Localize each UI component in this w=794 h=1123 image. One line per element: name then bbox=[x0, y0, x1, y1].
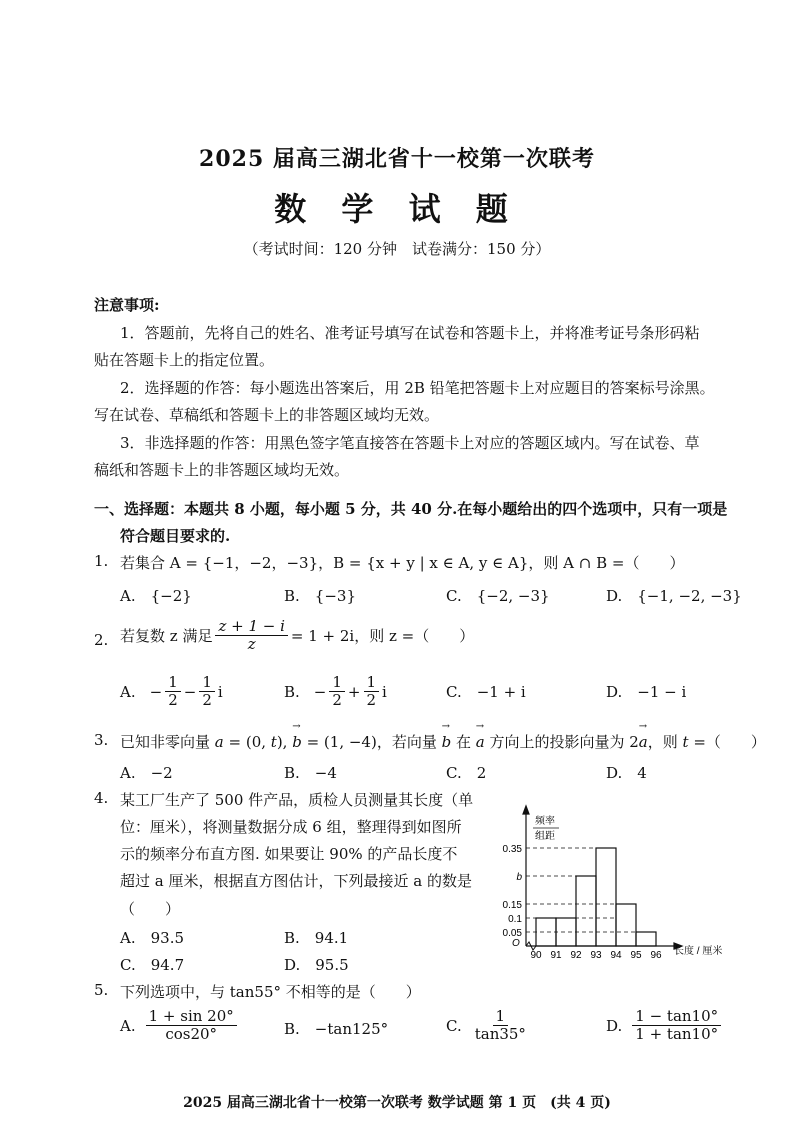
page-footer: 2025 届高三湖北省十一校第一次联考 数学试题 第 1 页 (共 4 页) bbox=[183, 1095, 611, 1111]
q5-a-den: cos20° bbox=[165, 1025, 218, 1044]
q4-line-5: （ ） bbox=[120, 900, 181, 918]
q4-number: 4. bbox=[94, 789, 109, 807]
notice-item-1-line2: 贴在答题卡上的指定位置。 bbox=[94, 351, 275, 369]
q5-d-label: D. bbox=[606, 1016, 623, 1035]
q2-b-sign: − bbox=[313, 682, 327, 701]
q2-a-n2: 1 bbox=[199, 674, 215, 692]
notice-item-3-line2: 稿纸和答题卡上的非答题区域均无效。 bbox=[94, 461, 350, 479]
q2-b-n2: 1 bbox=[364, 674, 380, 692]
q3-number: 3. bbox=[94, 731, 109, 749]
q3-p5: 在 bbox=[451, 733, 476, 751]
q2-b-d1: 2 bbox=[332, 691, 342, 710]
q5-option-b: B. −tan125° bbox=[284, 1020, 389, 1038]
q2-option-c: C. −1 + i bbox=[446, 683, 526, 701]
notice-item-2-line2: 写在试卷、草稿纸和答题卡上的非答题区域均无效。 bbox=[94, 406, 440, 424]
q5-a-frac bbox=[146, 1008, 237, 1044]
frequency-histogram bbox=[486, 800, 746, 965]
q3-option-b: B. −4 bbox=[284, 764, 337, 782]
x-tick-label: 93 bbox=[590, 950, 602, 961]
q1-number: 1. bbox=[94, 552, 109, 570]
x-tick-label: 96 bbox=[650, 950, 662, 961]
q3-p1: 已知非零向量 bbox=[120, 733, 215, 751]
y-tick-label: 0.1 bbox=[508, 914, 522, 925]
y-axis-arrow bbox=[523, 806, 529, 814]
q3-p3: ), bbox=[276, 733, 293, 751]
x-axis-label: 长度 / 厘米 bbox=[674, 946, 723, 957]
q2-a-frac2 bbox=[199, 674, 215, 710]
y-tick-label: 0.15 bbox=[502, 900, 522, 911]
q2-stem-post: = 1 + 2i，则 z =（ ） bbox=[290, 627, 475, 646]
x-tick-label: 91 bbox=[550, 950, 562, 961]
q2-a-sign: − bbox=[149, 682, 163, 701]
origin-label: O bbox=[512, 938, 520, 949]
q2-stem bbox=[120, 618, 474, 654]
q5-a-label: A. bbox=[120, 1016, 136, 1035]
q2-b-label: B. bbox=[284, 682, 300, 701]
q4-line-4: 超过 a 厘米，根据直方图估计，下列最接近 a 的数是 bbox=[120, 872, 472, 890]
q2-a-mid: − bbox=[183, 682, 197, 701]
q3-p6: 方向上的投影向量为 2 bbox=[484, 733, 639, 751]
q3-option-c: C. 2 bbox=[446, 764, 487, 782]
q5-d-num: 1 − tan10° bbox=[632, 1008, 721, 1026]
q2-option-b bbox=[284, 674, 387, 710]
q3-vec-b: → b bbox=[292, 733, 302, 751]
q3-vec-a: a bbox=[214, 733, 224, 751]
section-heading-line2: 符合题目要求的. bbox=[120, 527, 231, 545]
q1-option-c: C. {−2, −3} bbox=[446, 587, 550, 605]
section-heading: 一、选择题：本题共 8 小题，每小题 5 分，共 40 分.在每小题给出的四个选项中，只有一项是 bbox=[94, 500, 728, 518]
q3-option-d: D. 4 bbox=[606, 764, 647, 782]
x-tick-label: 92 bbox=[570, 950, 582, 961]
q3-vec-a2: → a bbox=[476, 733, 485, 751]
q4-line-1: 某工厂生产了 500 件产品，质检人员测量其长度（单 bbox=[120, 791, 474, 809]
q5-a-num: 1 + sin 20° bbox=[146, 1008, 237, 1026]
exam-title: 2025 届高三湖北省十一校第一次联考 bbox=[199, 146, 595, 172]
q3-vec-a3: → a bbox=[639, 733, 648, 751]
y-label-bottom: 组距 bbox=[535, 831, 555, 842]
notice-heading: 注意事项: bbox=[94, 296, 160, 314]
q5-c-num: 1 bbox=[493, 1008, 509, 1026]
q2-a-n1: 1 bbox=[165, 674, 181, 692]
q2-b-frac1 bbox=[329, 674, 345, 710]
q5-option-d bbox=[606, 1008, 724, 1044]
q1-option-d: D. {−1, −2, −3} bbox=[606, 587, 742, 605]
q3-t2: t bbox=[682, 733, 689, 751]
histogram-bar bbox=[576, 876, 596, 946]
q2-stem-pre: 若复数 z 满足 bbox=[120, 627, 213, 646]
q2-a-label: A. bbox=[120, 682, 136, 701]
q4-line-3: 示的频率分布直方图. 如果要让 90% 的产品长度不 bbox=[120, 845, 458, 863]
q2-a-frac1 bbox=[165, 674, 181, 710]
histogram-bar bbox=[596, 848, 616, 946]
exam-info: （考试时间：120 分钟 试卷满分：150 分） bbox=[243, 240, 551, 258]
q2-a-d1: 2 bbox=[168, 691, 178, 710]
y-tick-label: b bbox=[516, 872, 522, 883]
notice-item-3-line1: 3．非选择题的作答：用黑色签字笔直接答在答题卡上对应的答题区域内。写在试卷、草 bbox=[120, 434, 700, 452]
q1-option-b: B. {−3} bbox=[284, 587, 356, 605]
x-tick-label: 94 bbox=[610, 950, 622, 961]
subject-title: 数 学 试 题 bbox=[274, 190, 520, 228]
q2-b-end: i bbox=[382, 682, 387, 701]
y-tick-label: 0.05 bbox=[502, 928, 522, 939]
q3-p2: = (0, bbox=[223, 733, 271, 751]
q5-d-den: 1 + tan10° bbox=[635, 1025, 719, 1044]
q2-b-d2: 2 bbox=[366, 691, 377, 710]
q5-d-frac bbox=[632, 1008, 721, 1044]
q2-a-end: i bbox=[217, 682, 223, 701]
q3-stem bbox=[120, 731, 766, 752]
q3-vec-b2: → b bbox=[442, 733, 452, 751]
histogram-bar bbox=[536, 918, 556, 946]
q3-p4: = (1, −4)，若向量 bbox=[301, 733, 442, 751]
q4-option-b: B. 94.1 bbox=[284, 929, 349, 947]
q2-fraction bbox=[215, 618, 287, 654]
q5-c-label: C. bbox=[446, 1016, 462, 1035]
q4-option-d: D. 95.5 bbox=[284, 956, 349, 974]
y-label-top: 频率 bbox=[535, 816, 555, 827]
x-tick-label: 90 bbox=[530, 950, 542, 961]
q1-stem: 若集合 A = {−1，−2，−3}，B = {x + y | x ∈ A, y ∈ A}，则 A ∩ B =（ ） bbox=[120, 554, 685, 572]
y-tick-label: 0.35 bbox=[502, 844, 522, 855]
q3-option-a: A. −2 bbox=[120, 764, 173, 782]
q2-a-d2: 2 bbox=[202, 691, 212, 710]
q2-frac-den: z bbox=[247, 635, 256, 654]
x-tick-label: 95 bbox=[630, 950, 642, 961]
q2-b-n1: 1 bbox=[329, 674, 345, 692]
q5-option-a bbox=[120, 1008, 240, 1044]
q5-option-c bbox=[446, 1008, 532, 1044]
notice-item-1-line1: 1．答题前，先将自己的姓名、准考证号填写在试卷和答题卡上，并将准考证号条形码粘 bbox=[120, 324, 700, 342]
q4-option-c: C. 94.7 bbox=[120, 956, 185, 974]
q1-option-a: A. {−2} bbox=[120, 587, 192, 605]
q2-option-a bbox=[120, 674, 223, 710]
q2-option-d: D. −1 − i bbox=[606, 683, 687, 701]
q2-frac-num: z + 1 − i bbox=[215, 618, 287, 636]
q4-option-a: A. 93.5 bbox=[120, 929, 184, 947]
histogram-bar bbox=[556, 918, 576, 946]
q5-c-frac bbox=[472, 1008, 529, 1044]
histogram-bar bbox=[636, 932, 656, 946]
q5-stem: 下列选项中，与 tan55° 不相等的是（ ） bbox=[120, 983, 421, 1001]
q2-b-frac2 bbox=[364, 674, 380, 710]
q4-line-2: 位：厘米），将测量数据分成 6 组，整理得到如图所 bbox=[120, 818, 462, 836]
q2-number: 2. bbox=[94, 631, 109, 649]
q3-p7: ，则 bbox=[647, 733, 683, 751]
q3-p8: =（ ） bbox=[688, 733, 766, 751]
notice-item-2-line1: 2．选择题的作答：每小题选出答案后，用 2B 铅笔把答题卡上对应题目的答案标号涂黑。 bbox=[120, 379, 715, 397]
q5-number: 5. bbox=[94, 981, 109, 999]
q3-t: t bbox=[270, 733, 277, 751]
histogram-bar bbox=[616, 904, 636, 946]
q5-c-den: tan35° bbox=[474, 1025, 526, 1044]
q2-b-mid: + bbox=[347, 682, 361, 701]
